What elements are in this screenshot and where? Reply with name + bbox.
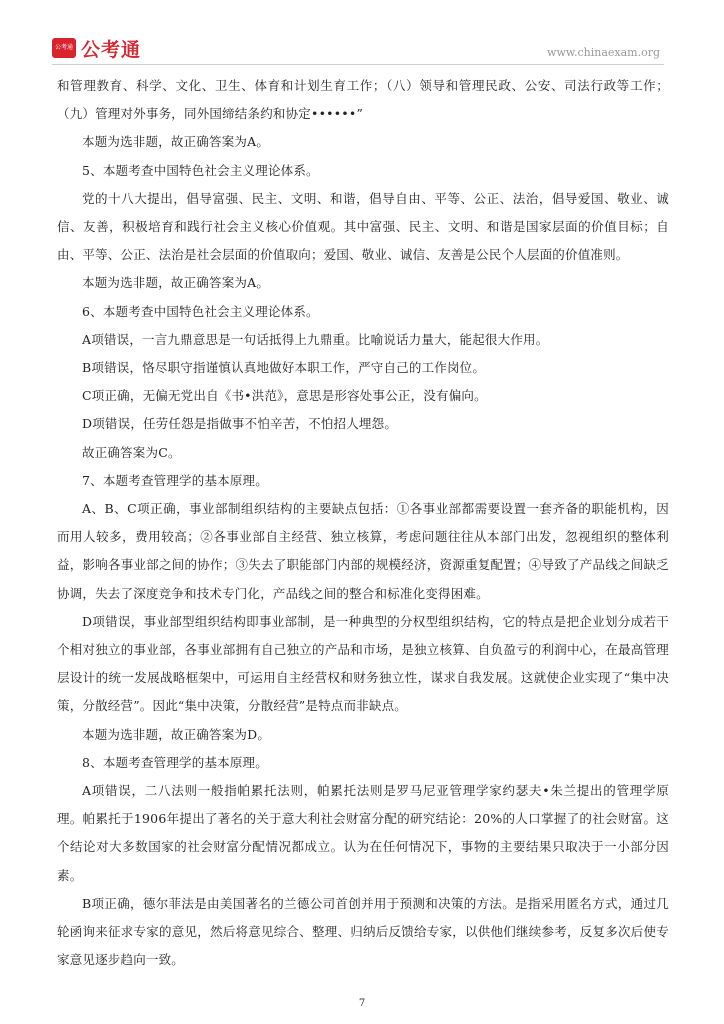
paragraph: 本题为选非题，故正确答案为A。	[82, 134, 270, 150]
paragraph: A项错误，一言九鼎意思是一句话抵得上九鼎重。比喻说话力量大，能起很大作用。	[82, 331, 549, 347]
paragraph: 8、本题考查管理学的基本原理。	[82, 754, 268, 770]
paragraph: 本题为选非题，故正确答案为D。	[82, 726, 271, 742]
page-number: 7	[358, 998, 366, 1009]
paragraph: A项错误，二八法则一般指帕累托法则，帕累托法则是罗马尼亚管理学家约瑟夫•朱兰提出的管理学原理。帕累托于1906年提出了著名的关于意大利社会财富分配的研究结论：20%的人口掌握了的社会财富。这个结论对大多数国家的社会财富分配情况都成立。认为在任何情况下，事物的主要结果只取决于一小部分因素。	[57, 783, 669, 883]
paragraph: C项正确，无偏无党出自《书•洪范》，意思是形容处事公正，没有偏向。	[82, 388, 487, 404]
paragraph: 5、本题考查中国特色社会主义理论体系。	[82, 162, 319, 178]
logo-text: 公考通	[81, 39, 142, 61]
paragraph: D项错误，任劳任怨是指做事不怕辛苦，不怕招人埋怨。	[82, 416, 398, 432]
paragraph: 6、本题考查中国特色社会主义理论体系。	[82, 303, 319, 319]
site-url: www.chinaexam.org	[547, 46, 660, 59]
page-header	[52, 34, 664, 64]
header-divider	[52, 64, 664, 65]
paragraph: B项正确，德尔菲法是由美国著名的兰德公司首创并用于预测和决策的方法。是指采用匿名方式，通过几轮函询来征求专家的意见，然后将意见综合、整理、归纳后反馈给专家，以供他们继续参考，反复多次后使专家意见逐步趋向一致。	[57, 895, 669, 968]
paragraph: D项错误，事业部型组织结构即事业部制，是一种典型的分权型组织结构，它的特点是把企业划分成若干个相对独立的事业部，各事业部拥有自己独立的产品和市场，是独立核算、自负盈亏的利润中心，在最高管理层设计的统一发展战略框架中，可运用自主经营权和财务独立性，谋求自我发展。这就使企业实现了“集中决策，分散经营”。因此“集中决策，分散经营”是特点而非缺点。	[57, 613, 669, 714]
document-body	[57, 72, 669, 975]
paragraph: 本题为选非题，故正确答案为A。	[82, 275, 270, 291]
paragraph: 和管理教育、科学、文化、卫生、体育和计划生育工作；（八）领导和管理民政、公安、司法行政等工作；（九）管理对外事务，同外国缔结条约和协定••••••”	[57, 78, 669, 122]
paragraph: B项错误，恪尽职守指谨慎认真地做好本职工作，严守自己的工作岗位。	[82, 360, 486, 376]
paragraph: 7、本题考查管理学的基本原理。	[82, 472, 268, 488]
paragraph: 党的十八大提出，倡导富强、民主、文明、和谐，倡导自由、平等、公正、法治，倡导爱国、敬业、诚信、友善，积极培育和践行社会主义核心价值观。其中富强、民主、文明、和谐是国家层面的价值目标；自由、平等、公正、法治是社会层面的价值取向；爱国、敬业、诚信、友善是公民个人层面的价值准则。	[57, 190, 669, 263]
logo-icon: 公考通	[52, 38, 76, 58]
paragraph: A、B、C项正确，事业部制组织结构的主要缺点包括：①各事业部都需要设置一套齐备的职能机构，因而用人较多，费用较高；②各事业部自主经营、独立核算，考虑问题往往从本部门出发，忽视组织的整体利益，影响各事业部之间的协作；③失去了职能部门内部的规模经济，资源重复配置；④导致了产品线之间缺乏协调，失去了深度竞争和技术专门化，产品线之间的整合和标准化变得困难。	[57, 501, 669, 601]
paragraph: 故正确答案为C。	[82, 444, 181, 460]
